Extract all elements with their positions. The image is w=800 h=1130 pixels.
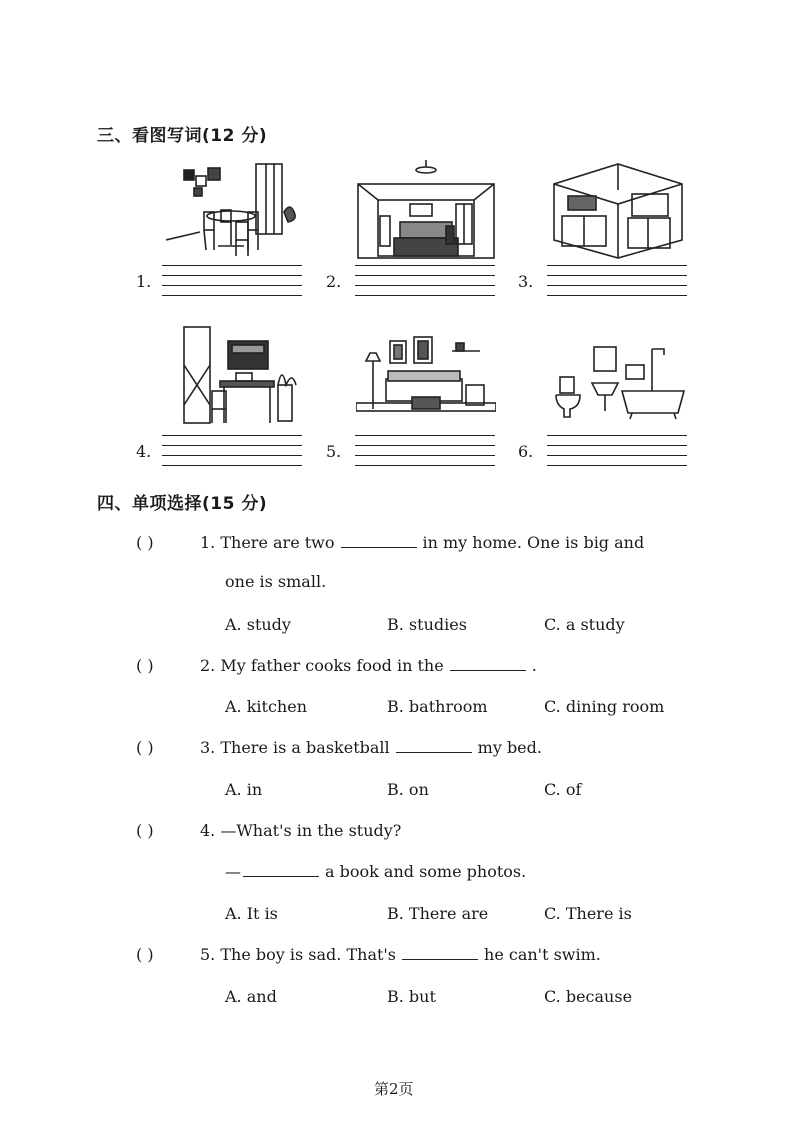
section-3-title: 三、看图写词(12 分) — [97, 126, 268, 146]
question-stem — [200, 945, 601, 964]
option-b: B. bathroom — [387, 697, 488, 716]
option-c: C. There is — [544, 904, 632, 923]
option-a: A. and — [225, 987, 277, 1006]
option-c: C. dining room — [544, 697, 665, 716]
item-number: 3. — [518, 272, 534, 291]
answer-paren[interactable]: ( ) — [136, 533, 154, 552]
question-stem: 4. —What's in the study? — [200, 821, 402, 840]
blank — [402, 945, 478, 960]
blank — [243, 862, 319, 877]
section-4-title: 四、单项选择(15 分) — [97, 494, 268, 514]
option-b: B. but — [387, 987, 436, 1006]
option-a: A. in — [225, 780, 263, 799]
item-number: 4. — [136, 442, 152, 461]
stem-text: — — [225, 862, 241, 881]
answer-lines[interactable] — [547, 265, 687, 297]
option-c: C. a study — [544, 615, 625, 634]
answer-lines[interactable] — [355, 435, 495, 467]
study-picture — [166, 325, 306, 425]
stem-text: 5. The boy is sad. That's — [200, 945, 397, 964]
dining-room-picture — [166, 160, 306, 260]
answer-paren[interactable]: ( ) — [136, 821, 154, 840]
blank — [396, 738, 472, 753]
stem-text: in my home. One is big and — [422, 533, 645, 552]
living-room-picture — [356, 325, 496, 425]
option-a: A. kitchen — [225, 697, 308, 716]
option-a: A. It is — [225, 904, 278, 923]
item-number: 1. — [136, 272, 152, 291]
option-a: A. study — [225, 615, 291, 634]
stem-text: my bed. — [477, 738, 542, 757]
page-number: 第2页 — [374, 1080, 414, 1098]
option-b: B. on — [387, 780, 429, 799]
answer-lines[interactable] — [162, 435, 302, 467]
option-b: B. There are — [387, 904, 489, 923]
question-stem — [200, 533, 644, 552]
bedroom-picture — [356, 160, 496, 260]
option-c: C. of — [544, 780, 582, 799]
bathroom-picture — [548, 325, 688, 425]
kitchen-picture — [548, 160, 688, 260]
question-stem — [200, 656, 537, 675]
answer-lines[interactable] — [355, 265, 495, 297]
stem-text: 2. My father cooks food in the — [200, 656, 444, 675]
stem-text: . — [531, 656, 537, 675]
answer-paren[interactable]: ( ) — [136, 738, 154, 757]
stem-text: 1. There are two — [200, 533, 335, 552]
stem-text: a book and some photos. — [325, 862, 527, 881]
item-number: 5. — [326, 442, 342, 461]
answer-paren[interactable]: ( ) — [136, 656, 154, 675]
question-stem-line2: one is small. — [225, 572, 327, 591]
stem-text: 3. There is a basketball — [200, 738, 390, 757]
blank — [450, 656, 526, 671]
option-b: B. studies — [387, 615, 467, 634]
item-number: 6. — [518, 442, 534, 461]
item-number: 2. — [326, 272, 342, 291]
stem-text: he can't swim. — [484, 945, 601, 964]
question-stem-line2 — [225, 862, 526, 881]
answer-paren[interactable]: ( ) — [136, 945, 154, 964]
blank — [341, 533, 417, 548]
answer-lines[interactable] — [547, 435, 687, 467]
option-c: C. because — [544, 987, 633, 1006]
question-stem — [200, 738, 542, 757]
answer-lines[interactable] — [162, 265, 302, 297]
